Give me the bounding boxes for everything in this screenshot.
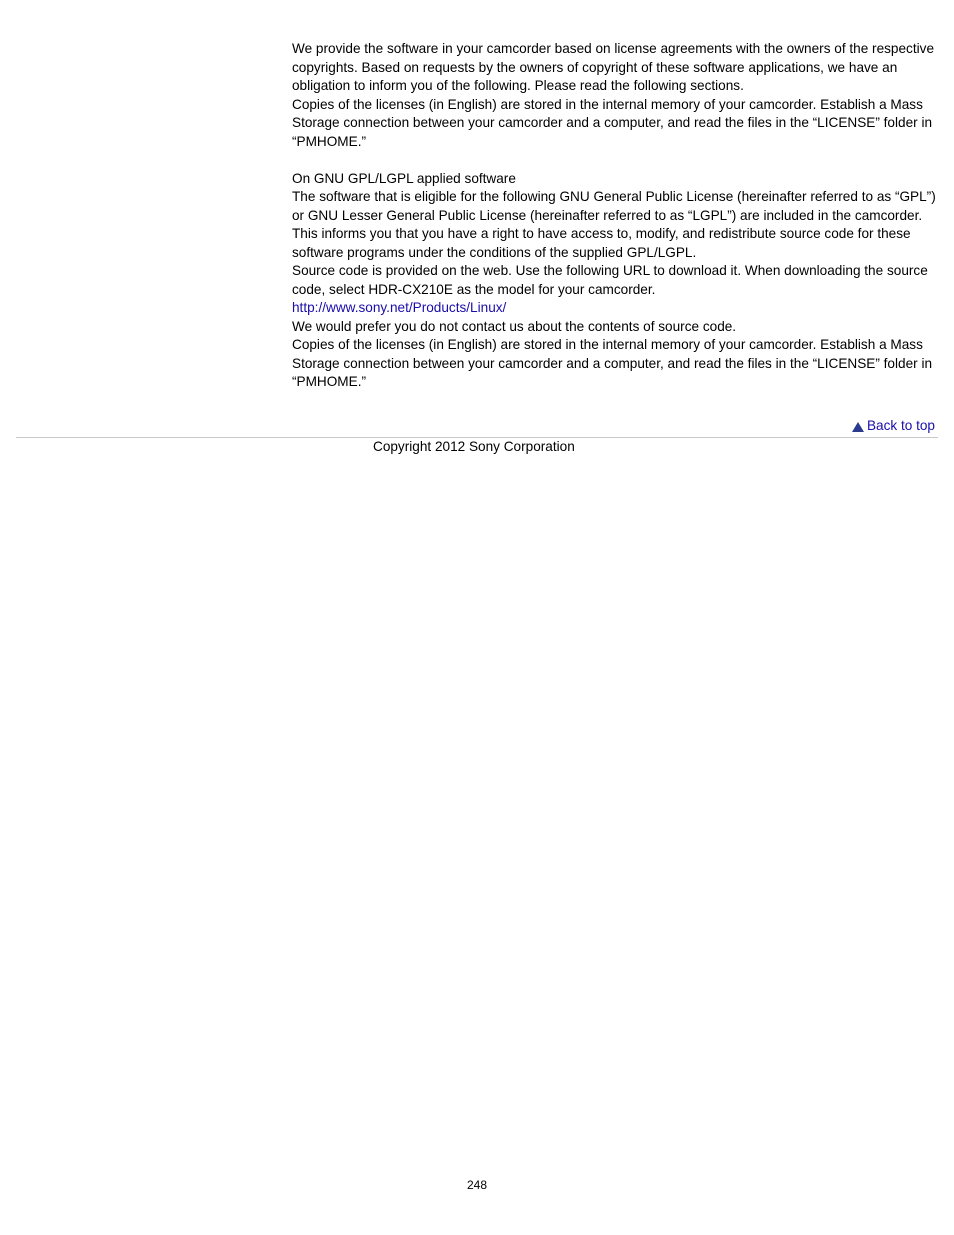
source-code-paragraph: Source code is provided on the web. Use the following URL to download it. When downloading the source code, select HDR-CX210E as the model for your camcorder. (292, 263, 928, 297)
gpl-eligibility-paragraph: The software that is eligible for the following GNU General Public License (hereinafter referred to as “GPL”) or GNU Lesser General Public License (hereinafter referred to as “LGPL”) are included in the camcorder. (292, 189, 936, 223)
gpl-rights-paragraph: This informs you that you have a right to have access to, modify, and redistribute source code for these software programs under the conditions of the supplied GPL/LGPL. (292, 226, 911, 260)
contact-note-paragraph: We would prefer you do not contact us about the contents of source code. (292, 318, 737, 334)
copyright-text: Copyright 2012 Sony Corporation (373, 439, 575, 454)
back-to-top-label: Back to top (866, 418, 935, 433)
paragraph-spacer (292, 151, 938, 170)
source-code-link[interactable]: http://www.sony.net/Products/Linux/ (292, 300, 507, 315)
gpl-section-heading: On GNU GPL/LGPL applied software (292, 170, 516, 186)
gpl-license-location-paragraph: Copies of the licenses (in English) are stored in the internal memory of your camcorder. Establish a Mass Storage connection between your camcorder and a computer, and read the files in the “LICENSE” folder in “PMHOME.” (292, 337, 933, 389)
page-number: 248 (466, 1178, 488, 1192)
license-notice (292, 40, 938, 392)
license-location-paragraph: Copies of the licenses (in English) are stored in the internal memory of your camcorder. Establish a Mass Storage connection between your camcorder and a computer, and read the files in the “LICENSE” folder in “PMHOME.” (292, 96, 933, 149)
up-triangle-icon (852, 422, 864, 432)
back-to-top-link[interactable] (852, 417, 935, 435)
intro-paragraph: We provide the software in your camcorder based on license agreements with the owners of the respective copyrights. Based on requests by the owners of copyright of these software applications, we have an obligation to inform you of the following. Please read the following sections. (292, 41, 935, 93)
source-link-line (292, 299, 938, 318)
